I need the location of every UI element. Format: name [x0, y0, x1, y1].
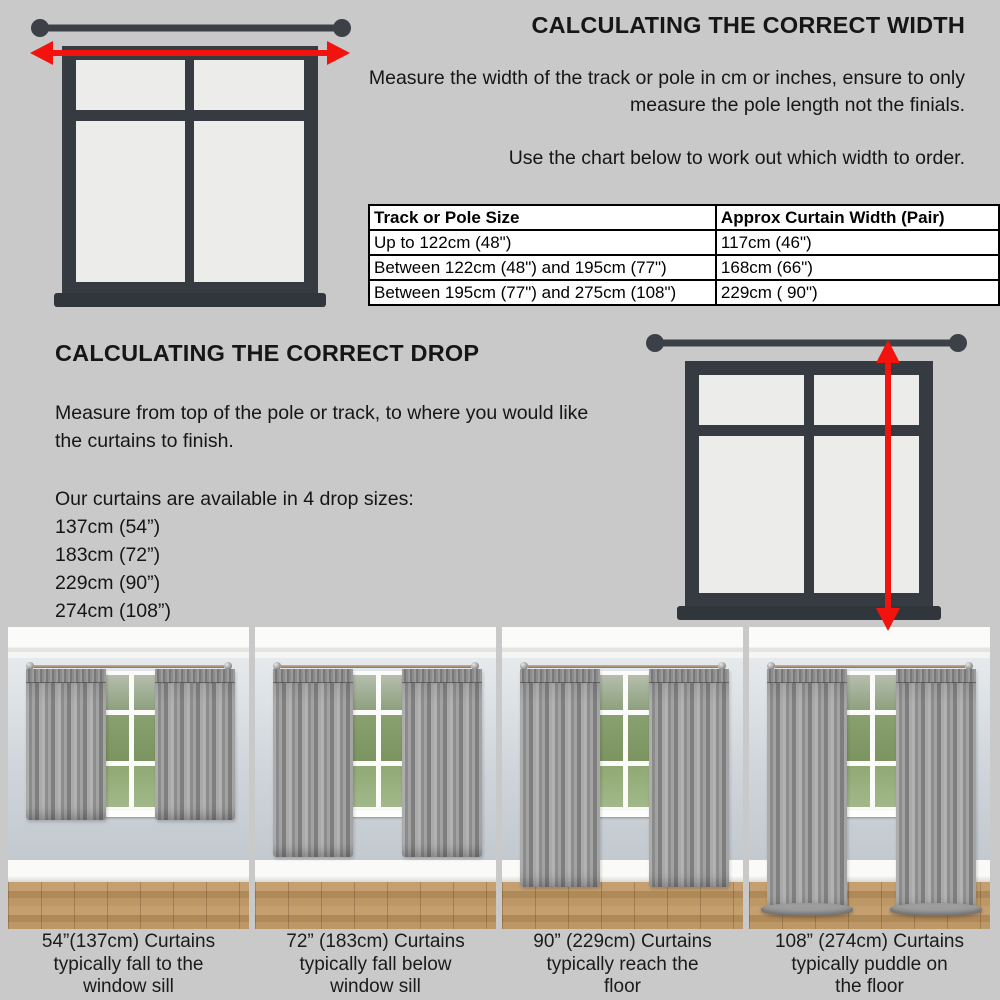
- curtain-width-cell: 168cm (66"): [716, 255, 999, 280]
- caption-line: typically puddle on: [791, 953, 948, 975]
- drop-size-option: 229cm (90”): [55, 572, 161, 594]
- curtain-example-photo-90: [502, 627, 743, 929]
- curtain-example-photo-108: [749, 627, 990, 929]
- curtain-left: [767, 669, 847, 911]
- curtain-right: [649, 669, 729, 887]
- drop-size-option: 137cm (54”): [55, 516, 161, 538]
- curtain-pole: [281, 665, 471, 668]
- table-row: [369, 230, 999, 255]
- width-measurement-diagram: [0, 0, 380, 330]
- curtain-width-cell: 117cm (46"): [716, 230, 999, 255]
- photo-caption-90: [502, 931, 743, 999]
- track-size-cell: Between 195cm (77") and 275cm (108"): [369, 280, 716, 305]
- width-section: [365, 12, 965, 172]
- track-size-cell: Up to 122cm (48"): [369, 230, 716, 255]
- curtain-pole-icon: [646, 334, 967, 352]
- wood-floor: [8, 882, 249, 929]
- curtain-right: [402, 669, 482, 857]
- caption-line: typically fall below: [299, 953, 452, 975]
- width-instruction-2: Use the chart below to work out which width to order.: [508, 147, 965, 169]
- baseboard: [8, 860, 249, 882]
- caption-line: typically fall to the: [53, 953, 204, 975]
- window-icon: [677, 361, 941, 620]
- curtain-right: [896, 669, 976, 911]
- drop-section: [55, 340, 615, 625]
- caption-line: 90” (229cm) Curtains: [533, 931, 712, 952]
- photo-caption-72: [255, 931, 496, 999]
- drop-section-title: CALCULATING THE CORRECT DROP: [55, 340, 480, 366]
- drop-instruction: Measure from top of the pole or track, to where you would like the curtains to finish.: [55, 402, 589, 452]
- drop-size-option: 183cm (72”): [55, 544, 161, 566]
- drop-size-option: 274cm (108”): [55, 600, 171, 622]
- width-instruction-1: Measure the width of the track or pole in cm or inches, ensure to only measure the pole length not the finials.: [368, 67, 965, 116]
- curtain-pole: [528, 665, 718, 668]
- column-header-track-size: Track or Pole Size: [369, 205, 716, 230]
- curtain-width-cell: 229cm ( 90"): [716, 280, 999, 305]
- curtain-example-photo-72: [255, 627, 496, 929]
- drop-measurement-diagram: [618, 318, 998, 654]
- table-row: [369, 280, 999, 305]
- caption-line: 108” (274cm) Curtains: [774, 931, 965, 952]
- curtain-right: [155, 669, 235, 820]
- ceiling: [255, 627, 496, 658]
- width-section-title: CALCULATING THE CORRECT WIDTH: [531, 12, 965, 38]
- table-header-row: [369, 205, 999, 230]
- caption-line: floor: [604, 976, 641, 997]
- ceiling: [8, 627, 249, 658]
- caption-line: window sill: [330, 976, 421, 997]
- table-row: [369, 255, 999, 280]
- curtain-left: [26, 669, 106, 820]
- curtain-left: [273, 669, 353, 857]
- size-chart-table: [368, 204, 1000, 306]
- caption-line: 54”(137cm) Curtains: [41, 931, 216, 952]
- wood-floor: [502, 882, 743, 929]
- window-icon: [54, 46, 326, 307]
- caption-line: 72” (183cm) Curtains: [286, 931, 465, 952]
- curtain-pole: [34, 665, 224, 668]
- curtain-pole-icon: [31, 19, 351, 37]
- drop-sizes-intro: Our curtains are available in 4 drop sizes:: [55, 488, 414, 510]
- curtain-pole: [775, 665, 965, 668]
- caption-line: the floor: [835, 976, 904, 997]
- caption-line: typically reach the: [546, 953, 699, 975]
- caption-line: window sill: [83, 976, 174, 997]
- baseboard: [255, 860, 496, 882]
- curtain-example-photo-54: [8, 627, 249, 929]
- photo-caption-108: [749, 931, 990, 999]
- curtain-left: [520, 669, 600, 887]
- track-size-cell: Between 122cm (48") and 195cm (77"): [369, 255, 716, 280]
- wood-floor: [255, 882, 496, 929]
- photo-caption-54: [8, 931, 249, 999]
- column-header-curtain-width: Approx Curtain Width (Pair): [716, 205, 999, 230]
